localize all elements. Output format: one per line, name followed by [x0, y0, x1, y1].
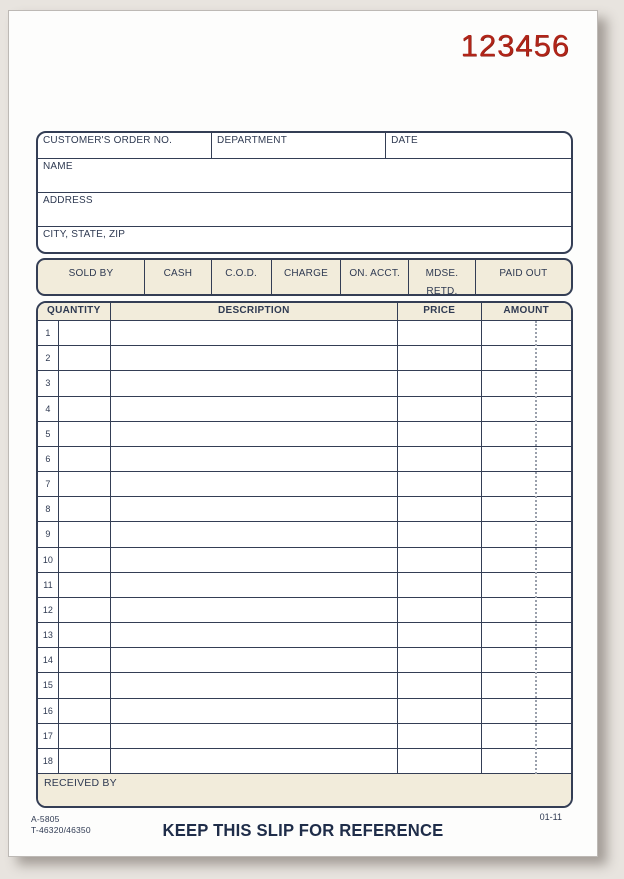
- table-row: [38, 422, 571, 447]
- payment-method-label: MDSE. RETD.: [425, 268, 459, 296]
- quantity-column-header: QUANTITY: [47, 305, 101, 316]
- price-cell: [397, 371, 480, 395]
- table-row: [38, 724, 571, 749]
- order-form-top-row: [38, 133, 571, 159]
- price-cell: [397, 522, 480, 546]
- quantity-cell: [58, 548, 111, 572]
- amount-cell: [481, 648, 571, 672]
- row-number: 15: [42, 680, 53, 691]
- row-number: 11: [43, 579, 53, 590]
- items-rows: [38, 321, 571, 774]
- form-number-line1: A-5805: [31, 814, 60, 824]
- customer-order-no-label: CUSTOMER'S ORDER NO.: [43, 135, 173, 146]
- amount-cell: [481, 472, 571, 496]
- price-cell: [397, 699, 480, 723]
- payment-method-band: [36, 258, 573, 296]
- amount-cents-dotted-rule: [535, 321, 537, 774]
- amount-cell: [481, 497, 571, 521]
- table-row: [38, 321, 571, 346]
- row-number: 2: [45, 353, 51, 364]
- description-cell: [110, 522, 397, 546]
- quantity-cell: [58, 447, 111, 471]
- price-cell: [397, 497, 480, 521]
- payment-method-cell: [271, 260, 341, 294]
- amount-cell: [481, 346, 571, 370]
- quantity-cell: [58, 573, 111, 597]
- table-row: [38, 497, 571, 522]
- description-cell: [110, 321, 397, 345]
- payment-method-label: CHARGE: [283, 268, 328, 279]
- row-number: 3: [45, 378, 51, 389]
- description-cell: [110, 397, 397, 421]
- table-row: [38, 598, 571, 623]
- price-cell: [397, 447, 480, 471]
- table-row: [38, 749, 571, 774]
- table-row: [38, 397, 571, 422]
- description-cell: [110, 447, 397, 471]
- quantity-cell: [58, 422, 111, 446]
- price-cell: [397, 724, 480, 748]
- row-number: 12: [42, 604, 53, 615]
- table-row: [38, 623, 571, 648]
- department-field: [211, 133, 385, 158]
- table-row: [38, 548, 571, 573]
- row-number: 16: [42, 705, 53, 716]
- amount-column-header: AMOUNT: [481, 303, 572, 320]
- payment-method-cell: [340, 260, 408, 294]
- quantity-cell: [58, 724, 111, 748]
- price-cell: [397, 422, 480, 446]
- amount-cell: [481, 573, 571, 597]
- quantity-cell: [58, 673, 111, 697]
- table-row: [38, 673, 571, 698]
- address-field: [38, 193, 571, 227]
- price-cell: [397, 673, 480, 697]
- table-row: [38, 522, 571, 547]
- payment-method-label: CASH: [163, 268, 193, 279]
- description-cell: [110, 422, 397, 446]
- quantity-cell: [58, 346, 111, 370]
- name-label: NAME: [43, 161, 73, 172]
- items-table: [36, 301, 573, 808]
- received-by-field: [38, 774, 571, 806]
- price-cell: [397, 548, 480, 572]
- description-cell: [110, 623, 397, 647]
- price-cell: [397, 573, 480, 597]
- price-cell: [397, 598, 480, 622]
- row-number: 14: [42, 655, 53, 666]
- revision-code: 01-11: [539, 812, 562, 822]
- price-cell: [397, 472, 480, 496]
- address-label: ADDRESS: [43, 195, 93, 206]
- row-number: 18: [42, 756, 53, 766]
- table-row: [38, 699, 571, 724]
- amount-cell: [481, 699, 571, 723]
- quantity-cell: [58, 321, 111, 345]
- amount-cell: [481, 397, 571, 421]
- description-cell: [110, 472, 397, 496]
- row-number: 6: [45, 453, 51, 464]
- payment-method-label: PAID OUT: [499, 268, 548, 279]
- quantity-cell: [58, 397, 111, 421]
- table-row: [38, 447, 571, 472]
- description-column-header: DESCRIPTION: [110, 303, 397, 320]
- table-row: [38, 573, 571, 598]
- amount-cell: [481, 371, 571, 395]
- row-number: 7: [45, 479, 51, 490]
- amount-cell: [481, 673, 571, 697]
- description-cell: [110, 673, 397, 697]
- date-field: [385, 133, 571, 158]
- price-cell: [397, 623, 480, 647]
- table-row: [38, 346, 571, 371]
- serial-number: 123456: [460, 28, 570, 63]
- amount-cell: [481, 422, 571, 446]
- customer-order-no-field: [38, 133, 211, 158]
- table-row: [38, 472, 571, 497]
- sales-slip-page: [8, 10, 598, 857]
- row-number: 4: [45, 403, 51, 414]
- payment-method-cell: [475, 260, 571, 294]
- quantity-cell: [58, 497, 111, 521]
- row-number: 5: [45, 428, 51, 439]
- description-cell: [110, 371, 397, 395]
- form-number-line2: T-46320/46350: [31, 825, 91, 836]
- row-number: 13: [42, 630, 53, 641]
- date-label: DATE: [391, 135, 418, 146]
- received-by-label: RECEIVED BY: [44, 777, 117, 789]
- quantity-cell: [58, 749, 111, 773]
- payment-method-cell: [38, 260, 144, 294]
- amount-cell: [481, 598, 571, 622]
- quantity-cell: [58, 699, 111, 723]
- row-number: 17: [42, 730, 53, 741]
- price-cell: [397, 346, 480, 370]
- description-cell: [110, 497, 397, 521]
- quantity-cell: [58, 371, 111, 395]
- city-state-zip-field: [38, 227, 571, 252]
- payment-method-cell: [211, 260, 271, 294]
- quantity-cell: [58, 648, 111, 672]
- name-field: [38, 159, 571, 193]
- description-cell: [110, 598, 397, 622]
- payment-method-cell: [144, 260, 211, 294]
- amount-cell: [481, 749, 571, 773]
- amount-cell: [481, 548, 571, 572]
- price-column-header: PRICE: [397, 303, 481, 320]
- payment-method-cell: [408, 260, 475, 294]
- description-cell: [110, 749, 397, 773]
- amount-cell: [481, 522, 571, 546]
- description-cell: [110, 724, 397, 748]
- payment-method-label: C.O.D.: [225, 268, 258, 279]
- description-cell: [110, 346, 397, 370]
- description-cell: [110, 573, 397, 597]
- table-row: [38, 648, 571, 673]
- price-cell: [397, 397, 480, 421]
- reference-note: KEEP THIS SLIP FOR REFERENCE: [162, 820, 444, 840]
- payment-method-label: ON. ACCT.: [349, 268, 401, 279]
- description-cell: [110, 548, 397, 572]
- row-number: 10: [42, 554, 53, 565]
- price-cell: [397, 321, 480, 345]
- price-cell: [397, 648, 480, 672]
- quantity-cell: [58, 472, 111, 496]
- table-row: [38, 371, 571, 396]
- city-state-zip-label: CITY, STATE, ZIP: [43, 229, 126, 240]
- quantity-cell: [58, 598, 111, 622]
- department-label: DEPARTMENT: [217, 135, 288, 146]
- row-number: 1: [45, 328, 51, 339]
- amount-cell: [481, 447, 571, 471]
- description-cell: [110, 699, 397, 723]
- quantity-cell: [58, 623, 111, 647]
- description-cell: [110, 648, 397, 672]
- row-number: 9: [45, 529, 51, 540]
- price-cell: [397, 749, 480, 773]
- amount-cell: [481, 623, 571, 647]
- row-number: 8: [45, 504, 51, 515]
- order-info-form: [36, 131, 573, 254]
- amount-cell: [481, 724, 571, 748]
- amount-cell: [481, 321, 571, 345]
- payment-method-label: SOLD BY: [68, 268, 114, 279]
- quantity-cell: [58, 522, 111, 546]
- items-table-header: [38, 303, 571, 321]
